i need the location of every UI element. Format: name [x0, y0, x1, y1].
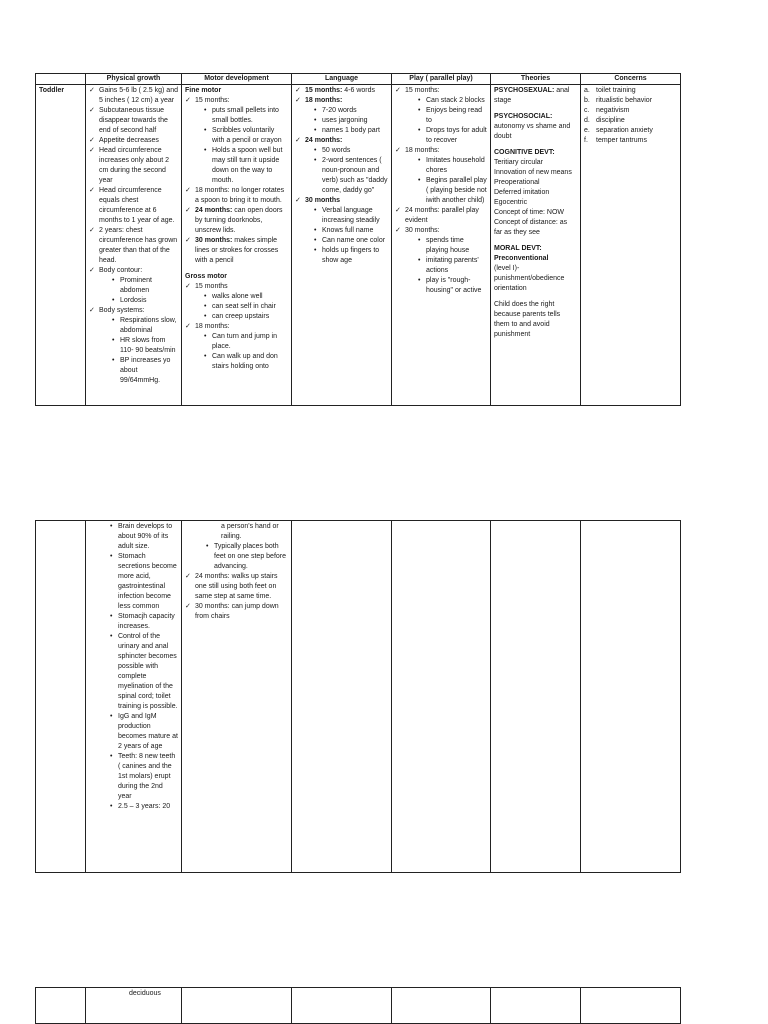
item-text: ritualistic behavior: [596, 97, 653, 104]
motor-development-cell: [182, 521, 292, 873]
list-item: • 7-20 words: [313, 106, 388, 116]
list-item: • spends time playing house: [417, 236, 487, 256]
header-play: Play ( parallel play): [392, 74, 491, 85]
age-label: 15 months:: [195, 97, 230, 104]
list-item: [89, 306, 178, 386]
language-cell: [292, 85, 392, 406]
item-text: 4-6 words: [342, 87, 376, 94]
play-cell: [392, 85, 491, 406]
list-item: [584, 136, 677, 146]
psychosocial-text: [494, 112, 577, 142]
toddler-row: [36, 85, 681, 406]
list-item: ✓ 24 months: walks up stairs one still using both feet on same step at same time.: [185, 572, 288, 602]
list-marker: d.: [584, 117, 590, 124]
age-label: 30 months:: [195, 237, 233, 244]
list-item: [584, 116, 677, 126]
list-item: • 50 words: [313, 146, 388, 156]
cognitive-text: [494, 148, 577, 238]
language-cell: [292, 521, 392, 873]
theories-cell: [491, 85, 581, 406]
gross-15-list: [203, 292, 288, 322]
psychosocial-value: autonomy vs shame and doubt: [494, 123, 571, 140]
physical-growth-cell: [86, 988, 182, 1024]
header-concerns: Concerns: [581, 74, 681, 85]
list-item: • Control of the urinary and anal sphincter becomes possible with complete myelination of the spinal cord; toilet training is possible.: [109, 632, 178, 712]
list-item: • HR slows from 110- 90 beats/min: [111, 336, 178, 356]
list-item: • imitating parents' actions: [417, 256, 487, 276]
list-item: • BP increases yo about 99/64mmHg.: [111, 356, 178, 386]
fine-motor-title: Fine motor: [185, 87, 222, 94]
age-label: 18 months:: [305, 97, 343, 104]
list-item: • Enjoys being read to: [417, 106, 487, 126]
motor-cont-check-list: [185, 572, 288, 622]
cognitive-line: Preoperational: [494, 179, 540, 186]
list-item: [584, 126, 677, 136]
list-item: ✓ Subcutaneous tissue disappear towards the end of second half: [89, 106, 178, 136]
body-systems-label: Body systems:: [99, 307, 145, 314]
continued-row: [36, 988, 681, 1024]
list-item: • uses jargoning: [313, 116, 388, 126]
list-item: [185, 236, 288, 266]
list-item: • Can name one color: [313, 236, 388, 246]
list-item: • walks alone well: [203, 292, 288, 302]
list-marker: c.: [584, 107, 590, 114]
list-item: • Drops toys for adult to recover: [417, 126, 487, 146]
fine-15-list: [203, 106, 288, 186]
physical-cont-text: deciduous: [129, 990, 161, 997]
item-text: makes simple lines or strokes for crosses with a pencil: [195, 237, 279, 264]
list-item: [185, 282, 288, 322]
list-item: ✓ 30 months: can jump down from chairs: [185, 602, 288, 622]
list-item: • can creep upstairs: [203, 312, 288, 322]
list-item: • holds up fingers to show age: [313, 246, 388, 266]
list-item: • play is "rough-housing" or active: [417, 276, 487, 296]
continued-row: [36, 521, 681, 873]
list-item: [295, 86, 388, 96]
list-item: [584, 86, 677, 96]
list-item: • Typically places both feet on one step before advancing.: [205, 542, 288, 572]
cognitive-line: Teritiary circular: [494, 159, 544, 166]
list-item: • Stomacjh capacity increases.: [109, 612, 178, 632]
psychosexual-text: [494, 86, 577, 106]
moral-sub-label: Preconventional: [494, 255, 549, 262]
motor-cont-text: a person's hand or railing.: [221, 523, 279, 540]
list-item: • Can stack 2 blocks: [417, 96, 487, 106]
list-item: ✓ 2 years: chest circumference has grown greater than that of the head.: [89, 226, 178, 266]
play-list: [395, 86, 487, 296]
item-text: negativism: [596, 107, 630, 114]
concerns-cell: [581, 521, 681, 873]
row-label-cell: [36, 521, 86, 873]
play-18-list: [417, 156, 487, 206]
header-theories: Theories: [491, 74, 581, 85]
list-item: • Holds a spoon well but may still turn it upside down on the way to mouth.: [203, 146, 288, 186]
list-item: • Respirations slow, abdominal: [111, 316, 178, 336]
list-item: ✓ 24 months: parallel play evident: [395, 206, 487, 226]
age-label: 30 months: [305, 197, 341, 204]
list-item: ✓ Head circumference equals chest circumference at 6 months to 1 year of age.: [89, 186, 178, 226]
motor-cont-list: [205, 542, 288, 572]
header-language: Language: [292, 74, 392, 85]
concerns-cell: [581, 85, 681, 406]
gross-motor-title: Gross motor: [185, 273, 228, 280]
moral-label: MORAL DEVT:: [494, 245, 542, 252]
development-table-page2: [35, 520, 681, 873]
lang-30-list: [313, 206, 388, 266]
cognitive-label: COGNITIVE DEVT:: [494, 149, 555, 156]
list-item: [584, 96, 677, 106]
cognitive-line: Concept of distance: as far as they see: [494, 219, 568, 236]
development-table-page3: [35, 987, 681, 1024]
play-30-list: [417, 236, 487, 296]
list-item: [185, 96, 288, 186]
list-item: [295, 96, 388, 136]
body-contour-label: Body contour:: [99, 267, 143, 274]
psychosexual-value: anal stage: [494, 87, 570, 104]
concerns-cell: [581, 988, 681, 1024]
moral-value: (level I)- punishment/obedience orientation: [494, 265, 565, 292]
list-item: ✓ Gains 5-6 lb ( 2.5 kg) and 5 inches ( 12 cm) a year: [89, 86, 178, 106]
header-physical-growth: Physical growth: [86, 74, 182, 85]
list-item: [584, 106, 677, 116]
cognitive-line: Deferred imitation: [494, 189, 550, 196]
header-motor-development: Motor development: [182, 74, 292, 85]
item-text: toilet training: [596, 87, 636, 94]
lang-24-list: [313, 146, 388, 196]
physical-cont-list: [109, 522, 178, 812]
item-text: temper tantrums: [596, 137, 647, 144]
gross-motor-list: [185, 282, 288, 372]
age-label: 18 months:: [195, 323, 230, 330]
list-item: [89, 266, 178, 306]
list-item: • Scribbles voluntarily with a pencil or crayon: [203, 126, 288, 146]
play-cell: [392, 521, 491, 873]
age-label: 15 months:: [405, 87, 440, 94]
language-list: [295, 86, 388, 266]
cognitive-line: Concept of time: NOW: [494, 209, 565, 216]
moral-note: Child does the right because parents tells them to and avoid punishment: [494, 301, 561, 338]
header-row: [36, 74, 681, 85]
row-label-cell: [36, 988, 86, 1024]
physical-growth-cell: [86, 521, 182, 873]
list-item: • 2-word sentences ( noun-pronoun and verb) such as "daddy come, daddy go": [313, 156, 388, 196]
list-item: • Imitates household chores: [417, 156, 487, 176]
list-item: • Lordosis: [111, 296, 178, 306]
lang-18-list: [313, 106, 388, 136]
list-item: • Brain develops to about 90% of its adult size.: [109, 522, 178, 552]
list-item: • can seat self in chair: [203, 302, 288, 312]
play-15-list: [417, 96, 487, 146]
gross-18-list: [203, 332, 288, 372]
language-cell: [292, 988, 392, 1024]
age-label: 15 months: [195, 283, 228, 290]
development-table-page1: [35, 73, 681, 406]
list-item: [295, 196, 388, 266]
concerns-list: [584, 86, 677, 146]
age-label: 15 months:: [305, 87, 343, 94]
moral-text: [494, 244, 577, 294]
list-marker: f.: [584, 137, 588, 144]
cognitive-line: Innovation of new means: [494, 169, 572, 176]
item-text: separation anxiety: [596, 127, 653, 134]
psychosexual-label: PSYCHOSEXUAL:: [494, 87, 555, 94]
list-item: ✓ Appetite decreases: [89, 136, 178, 146]
header-cell: [36, 74, 86, 85]
list-marker: e.: [584, 127, 590, 134]
systems-list: [111, 316, 178, 386]
age-label: 30 months:: [405, 227, 440, 234]
motor-development-cell: [182, 85, 292, 406]
list-item: [395, 146, 487, 206]
list-item: • IgG and IgM production becomes mature at 2 years of age: [109, 712, 178, 752]
list-item: • Verbal language increasing steadily: [313, 206, 388, 226]
row-label-cell: [36, 85, 86, 406]
theories-cell: [491, 988, 581, 1024]
row-label: Toddler: [39, 87, 65, 94]
theories-cell: [491, 521, 581, 873]
list-item: • Stomach secretions become more acid, gastrointestinal infection become less common: [109, 552, 178, 612]
play-cell: [392, 988, 491, 1024]
contour-list: [111, 276, 178, 306]
list-item: [185, 322, 288, 372]
physical-list: [89, 86, 178, 386]
list-item: • Can turn and jump in place.: [203, 332, 288, 352]
item-text: discipline: [596, 117, 625, 124]
list-item: [185, 206, 288, 236]
list-item: • Teeth: 8 new teeth ( canines and the 1st molars) erupt during the 2nd year: [109, 752, 178, 802]
list-marker: b.: [584, 97, 590, 104]
item-text: can open doors by turning doorknobs, unscrew lids.: [195, 207, 283, 234]
list-marker: a.: [584, 87, 590, 94]
list-item: [395, 86, 487, 146]
list-item: • Can walk up and don stairs holding onto: [203, 352, 288, 372]
list-item: • 2.5 – 3 years: 20: [109, 802, 178, 812]
age-label: 24 months:: [305, 137, 343, 144]
fine-motor-list: [185, 96, 288, 266]
age-label: 24 months:: [195, 207, 233, 214]
list-item: [295, 136, 388, 196]
cognitive-line: Egocentric: [494, 199, 528, 206]
age-label: 18 months:: [405, 147, 440, 154]
list-item: ✓ Head circumference increases only about 2 cm during the second year: [89, 146, 178, 186]
list-item: • Begins parallel play ( playing beside not iwith another child): [417, 176, 487, 206]
list-item: ✓ 18 months: no longer rotates a spoon to bring it to mouth.: [185, 186, 288, 206]
list-item: • puts small pellets into small bottles.: [203, 106, 288, 126]
list-item: • names 1 body part: [313, 126, 388, 136]
list-item: [395, 226, 487, 296]
psychosocial-label: PSYCHOSOCIAL:: [494, 113, 553, 120]
list-item: • Prominent abdomen: [111, 276, 178, 296]
list-item: • Knows full name: [313, 226, 388, 236]
motor-development-cell: [182, 988, 292, 1024]
physical-growth-cell: [86, 85, 182, 406]
